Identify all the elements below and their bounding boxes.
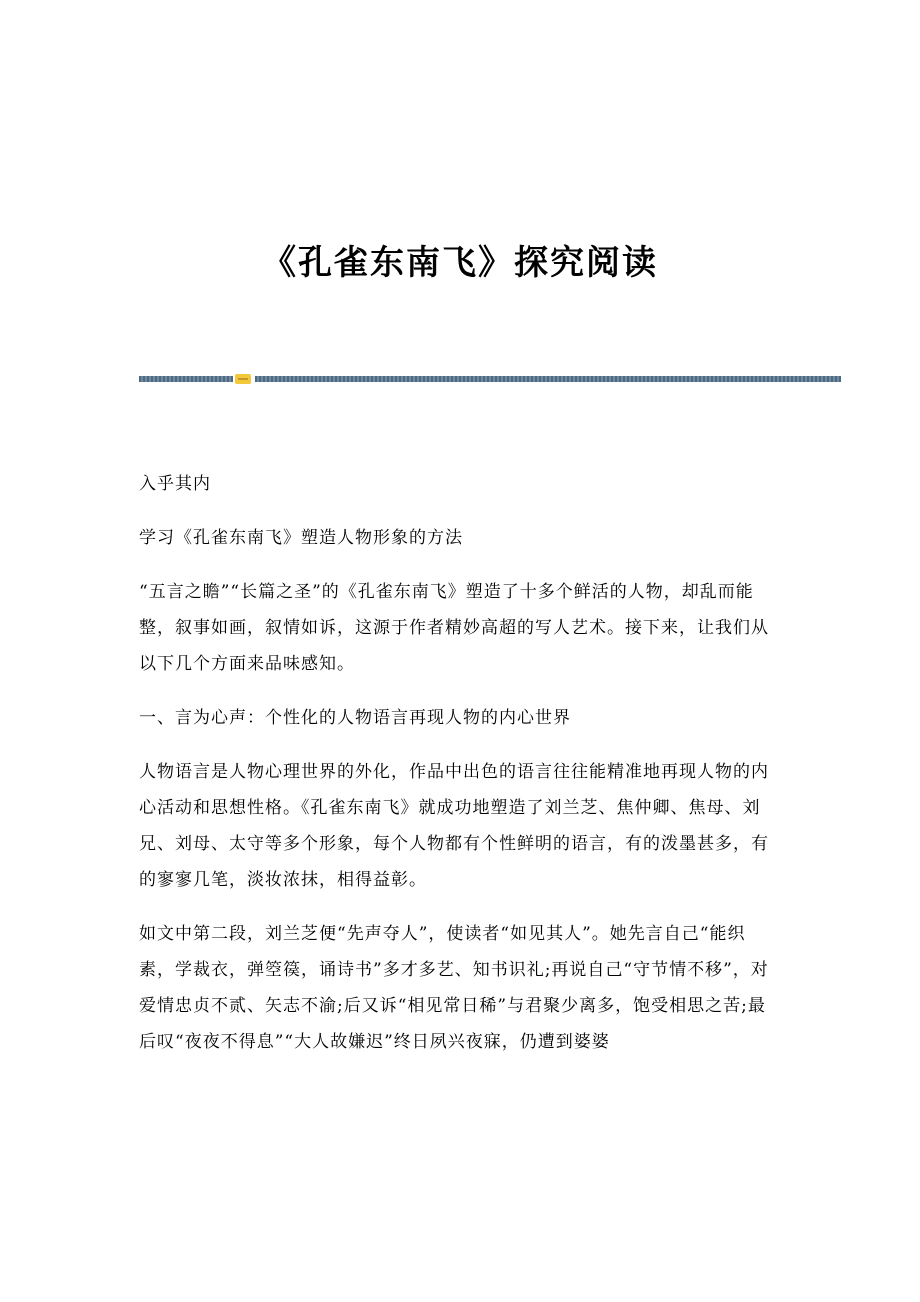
body-paragraph: 人物语言是人物心理世界的外化，作品中出色的语言往往能精准地再现人物的内心活动和思想性格。《孔雀东南飞》就成功地塑造了刘兰芝、焦仲卿、焦母、刘兄、刘母、太守等多个形象，每个人物都有个性鲜明的语言，有的泼墨甚多，有的寥寥几笔，淡妆浓抹，相得益彰。 (139, 762, 769, 890)
divider-ornament-icon (235, 374, 251, 384)
section-heading: 入乎其内 (139, 474, 211, 494)
divider-bar-left (139, 376, 233, 382)
point-heading: 一、言为心声：个性化的人物语言再现人物的内心世界 (139, 708, 571, 728)
title-divider (139, 374, 841, 384)
subheading: 学习《孔雀东南飞》塑造人物形象的方法 (139, 528, 463, 548)
page-title: 《孔雀东南飞》探究阅读 (262, 242, 658, 283)
body-paragraph: 如文中第二段，刘兰芝便“先声夺人”，使读者“如见其人”。她先言自己“能织素，学裁衣，弹箜篌，诵诗书”多才多艺、知书识礼;再说自己“守节情不移”，对爱情忠贞不贰、矢志不渝;后又诉“相见常日稀”与君聚少离多，饱受相思之苦;最后叹“夜夜不得息”“大人故嫌迟”终日夙兴夜寐，仍遭到婆婆 (139, 924, 769, 1052)
document-body (139, 466, 779, 1078)
divider-bar-right (255, 376, 841, 382)
body-paragraph: “五言之瞻”“长篇之圣”的《孔雀东南飞》塑造了十多个鲜活的人物，却乱而能整，叙事如画，叙情如诉，这源于作者精妙高超的写人艺术。接下来，让我们从以下几个方面来品味感知。 (139, 582, 769, 674)
